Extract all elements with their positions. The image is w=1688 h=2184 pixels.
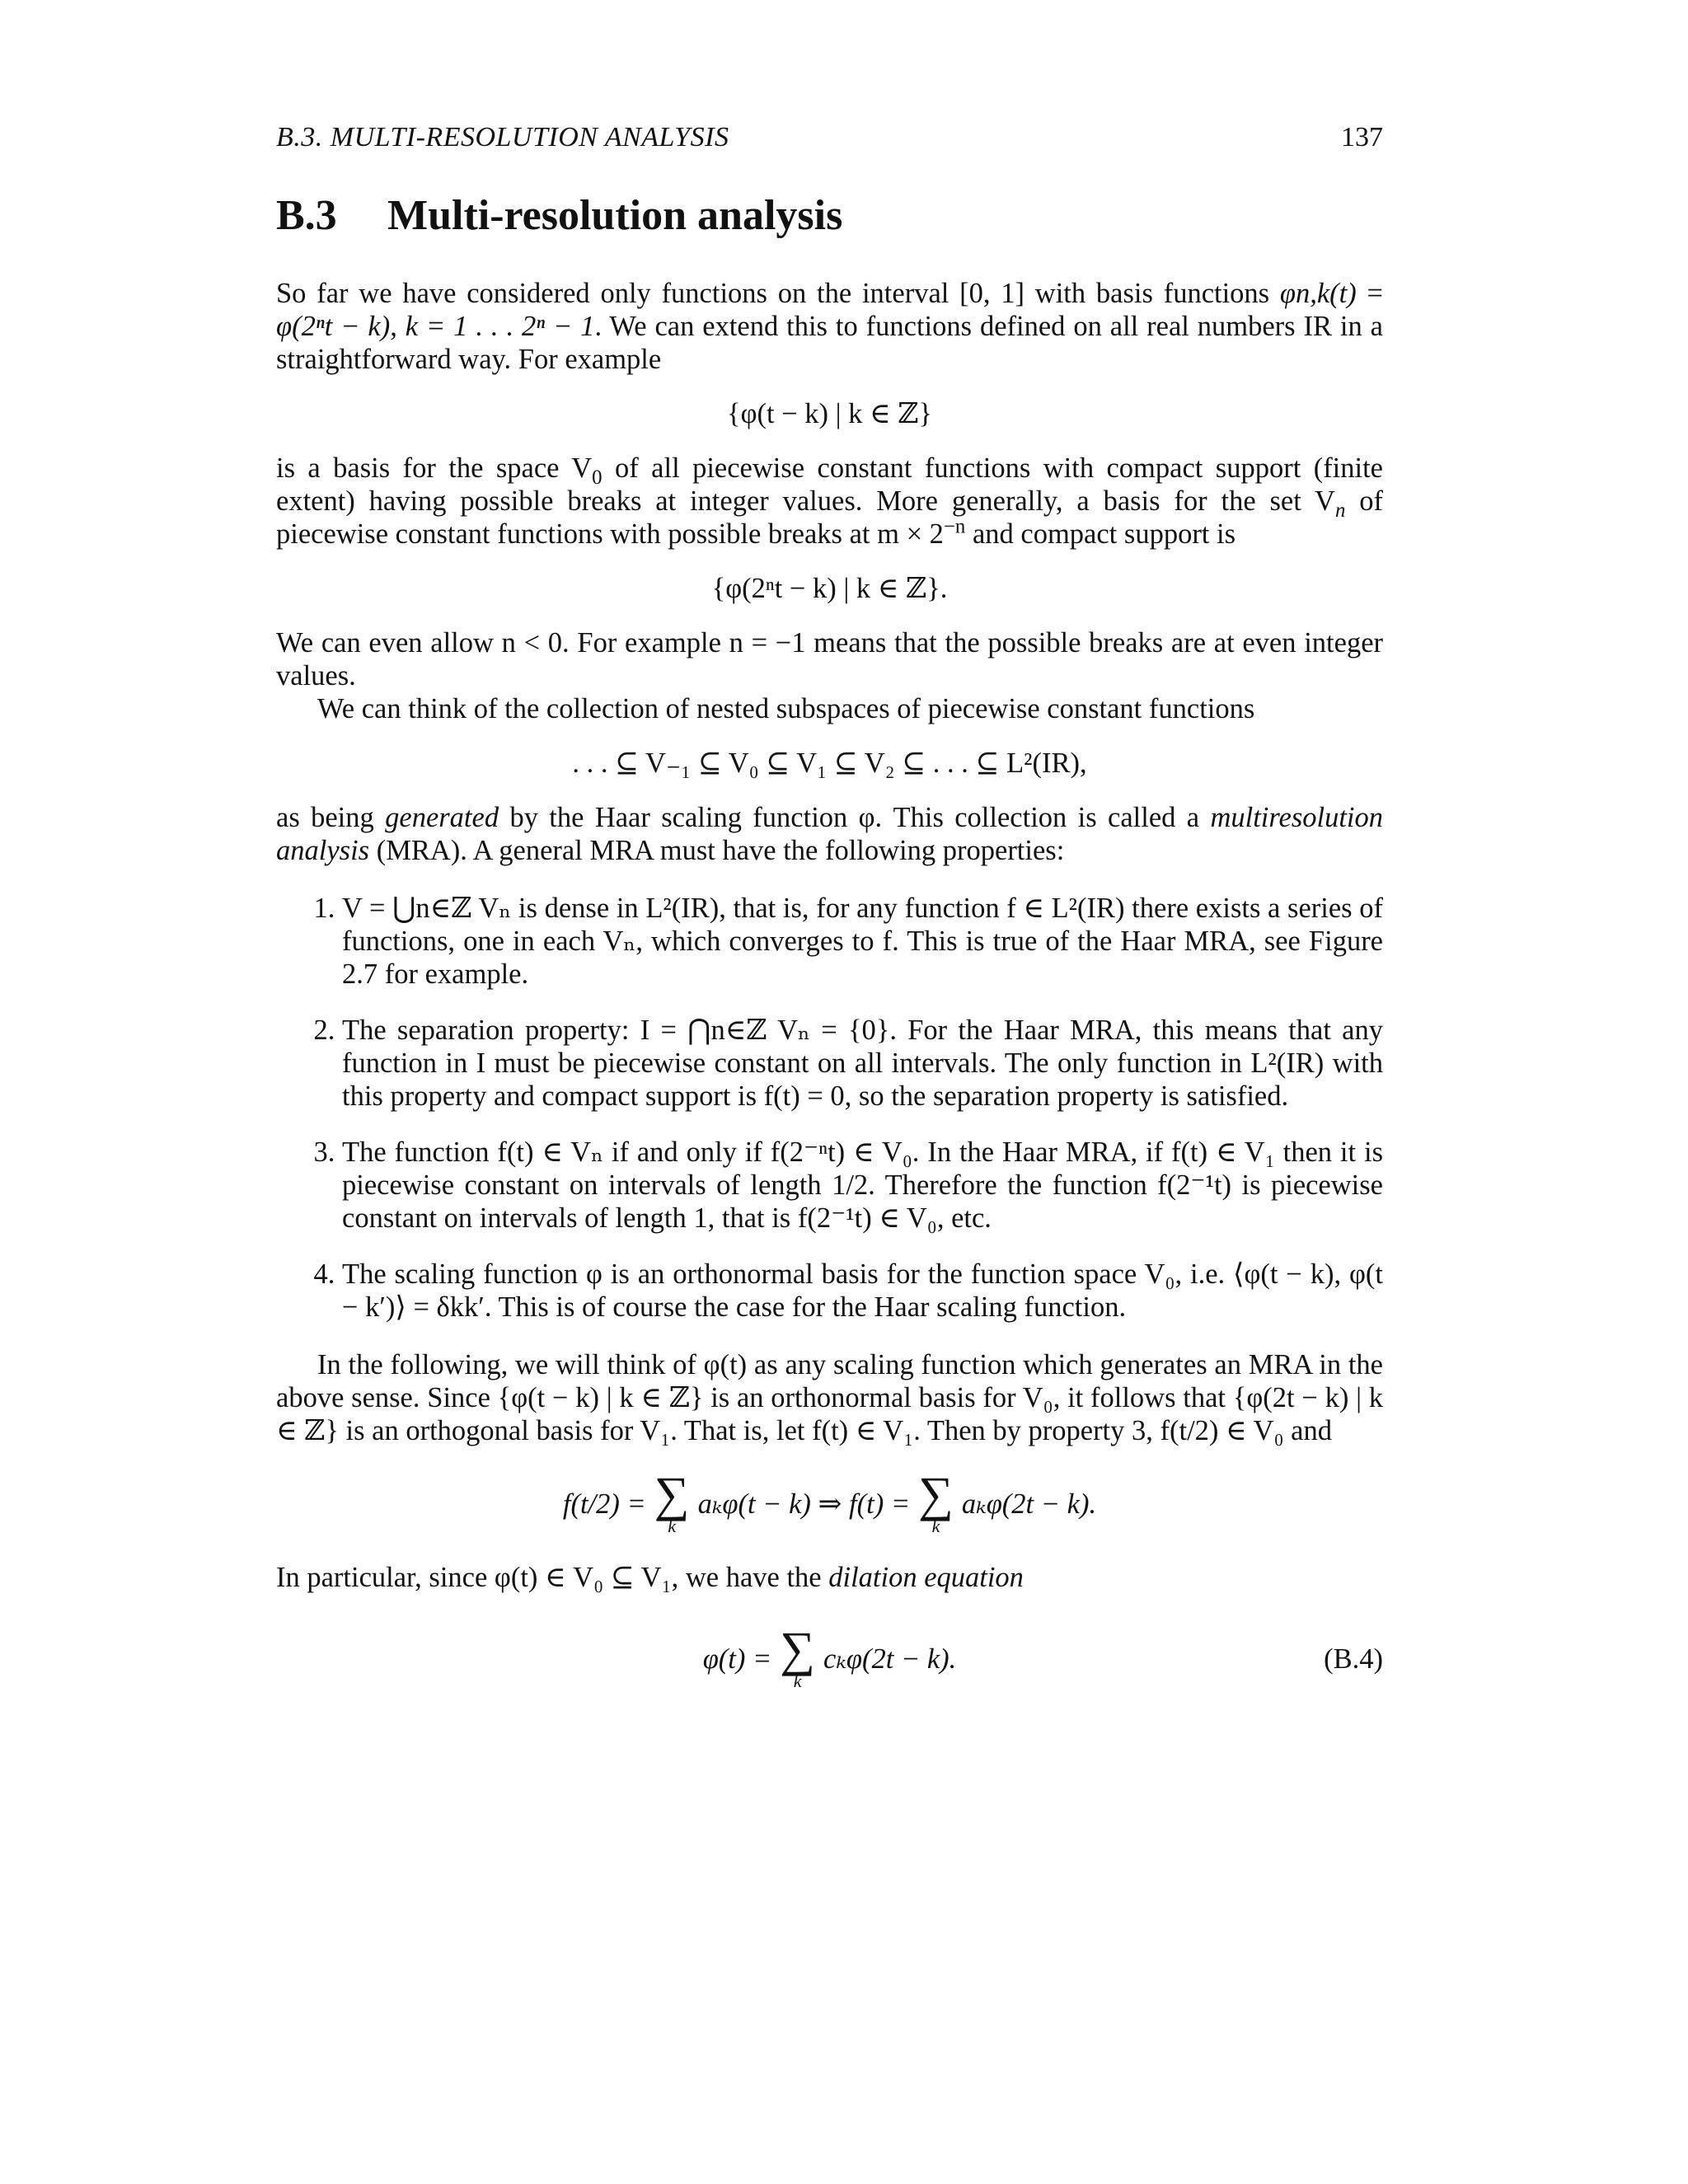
paragraph-nested: We can think of the collection of nested subspaces of piecewise constant functions (317, 693, 1255, 724)
display-equation-basis-v0: {φ(t − k) | k ∈ ℤ} (727, 398, 932, 429)
main-content (276, 188, 1383, 1716)
paragraph-basis: is a basis for the space $V_0$ of all piecewise constant functions with compact support (finite extent) having possible breaks at integer values. More generally, a basis for the set $V_n$ of piecewise constant functions with possible breaks at $m \times 2^{-n}$ and compact support is (276, 452, 1383, 550)
mra-text-c: (MRA). A general MRA must have the following properties: (369, 835, 1065, 866)
summation-symbol: ∑ k (780, 1622, 816, 1691)
intro-text-a: So far we have considered only functions on the interval [0, 1] with basis functions (276, 278, 1280, 309)
basis-text-a: is a basis for the space V (276, 452, 593, 484)
list-item: 3. The function f(t) ∈ Vₙ if and only if f(2⁻ⁿt) ∈ V₀. In the Haar MRA, if f(t) ∈ V₁ then it is piecewise constant on intervals of length 1/2. Therefore the function f(2⁻¹t) is piecewise constant on intervals of length 1, that is f(2⁻¹t) ∈ V₀, etc. (342, 1136, 1383, 1235)
dilation-lhs: φ(t) = (702, 1643, 772, 1675)
basis-text-d: and compact support is (965, 518, 1236, 550)
intro-text-c: , (390, 311, 406, 342)
list-item: 1. V = ⋃n∈ℤ Vₙ is dense in L²(IR), that is, for any function f ∈ L²(IR) there exists a series of functions, one in each Vₙ, which converges to f. This is true of the Haar MRA, see Figure 2.7 for example. (342, 892, 1383, 991)
intro-text-d: . We can extend this to functions defined on all real numbers IR in a straightforward way. For example (276, 311, 1383, 375)
display-equation-expansion (276, 1467, 1383, 1536)
paragraph-negative-n: We can even allow n < 0. For example n = −1 means that the possible breaks are at even integer values. (276, 627, 1383, 691)
sum-index: k (668, 1516, 677, 1536)
paragraph-mra (276, 801, 1383, 867)
summation-symbol: ∑ k (654, 1467, 690, 1536)
paragraph-intro (276, 277, 1383, 376)
math-phi-2n: φ(2ⁿt − k) (276, 311, 391, 342)
section-number: B.3 (276, 192, 337, 239)
mra-text-a: as being (276, 802, 386, 833)
basis-text-c: of piecewise constant functions with possible breaks at m × 2 (276, 485, 1383, 550)
page-number: 137 (1341, 122, 1383, 152)
display-equation-nested-subspaces: . . . ⊆ V₋₁ ⊆ V₀ ⊆ V₁ ⊆ V₂ ⊆ . . . ⊆ L²(IR), (572, 748, 1087, 779)
sum-index: k (793, 1671, 802, 1691)
eq-lhs: f(t/2) = (562, 1488, 646, 1520)
mra-emphasis-generated: generated (385, 802, 499, 833)
mra-properties-list (276, 892, 1383, 1324)
math-k-range: k = 1 . . . 2ⁿ − 1 (405, 311, 595, 342)
running-head-title: B.3. MULTI-RESOLUTION ANALYSIS (276, 122, 729, 152)
eq-mid: aₖφ(t − k) ⇒ f(t) = (697, 1488, 911, 1520)
dilation-text: In particular, since φ(t) ∈ V₀ ⊆ V₁, we have the (276, 1562, 829, 1593)
eq-rhs: aₖφ(2t − k). (961, 1488, 1097, 1520)
list-item: 2. The separation property: I = ⋂n∈ℤ Vₙ = {0}. For the Haar MRA, this means that any function in I must be piecewise constant on all intervals. The only function in L²(IR) with this property and compact support is f(t) = 0, so the separation property is satisfied. (342, 1014, 1383, 1113)
basis-text-b: of all piecewise constant functions with compact support (finite extent) having possible breaks at integer values. More generally, a basis for the set V (276, 452, 1383, 517)
dilation-rhs: cₖφ(2t − k). (823, 1643, 957, 1675)
running-header (276, 122, 1383, 153)
mra-text-b: by the Haar scaling function φ. This collection is called a (499, 802, 1211, 833)
sum-index: k (931, 1516, 940, 1536)
section-heading (276, 191, 1383, 241)
paragraph-scaling: In the following, we will think of φ(t) as any scaling function which generates an MRA in the above sense. Since {φ(t − k) | k ∈ ℤ} is an orthonormal basis for V₀, it follows that {φ(2t − k) | k ∈ ℤ} is an orthogonal basis for V₁. That is, let f(t) ∈ V₁. Then by property 3, f(t/2) ∈ V₀ and (276, 1349, 1383, 1446)
dilation-emphasis: dilation equation (828, 1562, 1024, 1593)
paragraph-dilation (276, 1561, 1383, 1594)
mra-emphasis-multiresolution: multiresolution analysis (276, 802, 1383, 866)
display-equation-basis-vn: {φ(2ⁿt − k) | k ∈ ℤ}. (711, 573, 948, 604)
intro-text-b: = (1356, 278, 1383, 309)
list-item: 4. The scaling function φ is an orthonormal basis for the function space V₀, i.e. ⟨φ(t − k), φ(t − k′)⟩ = δkk′. This is of course the case for the Haar scaling function. (342, 1258, 1383, 1324)
display-equation-dilation (276, 1622, 1383, 1691)
summation-symbol: ∑ k (918, 1467, 954, 1536)
equation-label: (B.4) (1324, 1643, 1383, 1675)
math-phi-nk: φn,k(t) (1279, 278, 1357, 309)
section-title: Multi-resolution analysis (387, 192, 843, 239)
